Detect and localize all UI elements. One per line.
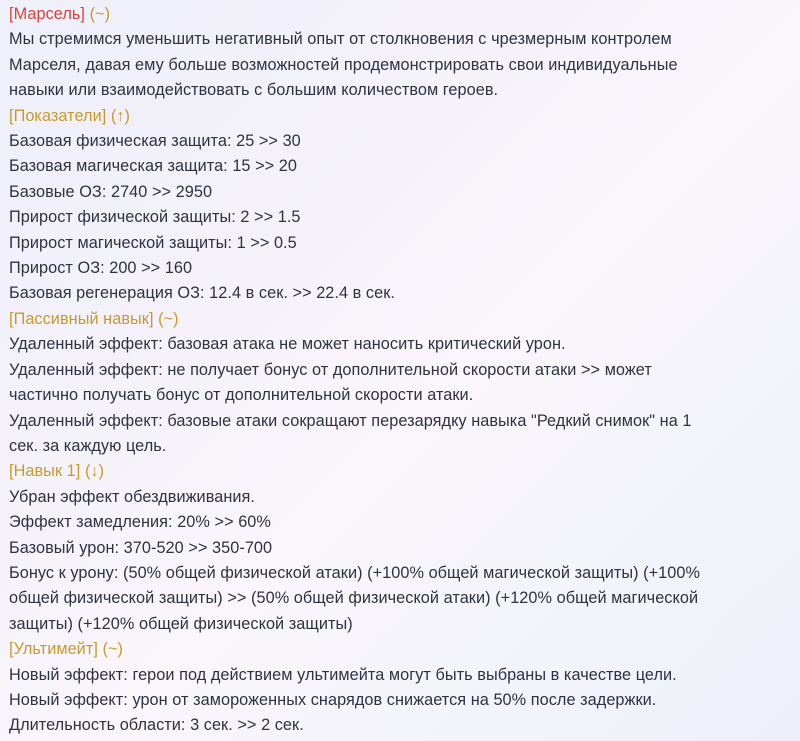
- stat-line: Базовая регенерация ОЗ: 12.4 в сек. >> 22.4 в сек.: [9, 284, 395, 303]
- passive-line: сек. за каждую цель.: [9, 436, 167, 455]
- passive-heading: [9, 307, 794, 332]
- skill1-line: Бонус к урону: (50% общей физической атаки) (+100% общей магической защиты) (+100%: [9, 563, 701, 582]
- change-marker: (↑): [110, 106, 131, 125]
- stat-line: Базовые ОЗ: 2740 >> 2950: [9, 182, 213, 201]
- ultimate-line: Длительность области: 3 сек. >> 2 сек.: [9, 716, 304, 735]
- skill1-heading: [9, 459, 794, 484]
- skill1-line: Убран эффект обездвиживания.: [9, 487, 255, 506]
- skill1-line: защиты) (+120% общей физической защиты): [9, 614, 353, 633]
- stat-line: Прирост физической защиты: 2 >> 1.5: [9, 208, 301, 227]
- passive-line: частично получать бонус от дополнительной скорости атаки.: [9, 386, 474, 405]
- hero-name: [Марсель]: [9, 5, 85, 23]
- stats-heading: [9, 104, 794, 129]
- section-title: [Навык 1]: [9, 462, 81, 481]
- change-marker: (~): [89, 5, 111, 23]
- ultimate-heading: [9, 637, 794, 662]
- stat-line: Базовая физическая защита: 25 >> 30: [9, 132, 301, 151]
- description-line: Мы стремимся уменьшить негативный опыт от столкновения с чрезмерным контролем: [9, 30, 672, 49]
- stat-line: Прирост магической защиты: 1 >> 0.5: [9, 233, 297, 252]
- hero-heading: [9, 2, 794, 27]
- passive-line: Удаленный эффект: не получает бонус от дополнительной скорости атаки >> может: [9, 360, 652, 379]
- section-title: [Пассивный навык]: [9, 309, 154, 328]
- change-marker: (~): [158, 309, 179, 328]
- ultimate-line: Новый эффект: герои под действием ультимейта могут быть выбраны в качестве цели.: [9, 665, 677, 684]
- passive-line: Удаленный эффект: базовые атаки сокращают перезарядку навыка "Редкий снимок" на 1: [9, 411, 692, 430]
- skill1-line: общей физической защиты) >> (50% общей физической атаки) (+120% общей магической: [9, 589, 699, 608]
- description-line: навыки или взаимодействовать с большим количеством героев.: [9, 81, 499, 100]
- stat-line: Базовая магическая защита: 15 >> 20: [9, 157, 298, 176]
- skill1-line: Эффект замедления: 20% >> 60%: [9, 513, 271, 532]
- ultimate-line: Новый эффект: урон от замороженных снарядов снижается на 50% после задержки.: [9, 690, 657, 709]
- skill1-line: Базовый урон: 370-520 >> 350-700: [9, 538, 273, 557]
- stat-line: Прирост ОЗ: 200 >> 160: [9, 259, 193, 278]
- section-title: [Показатели]: [9, 106, 107, 125]
- change-marker: (~): [102, 640, 124, 659]
- description-line: Марселя, давая ему больше возможностей продемонстрировать свои индивидуальные: [9, 55, 678, 74]
- section-title: [Ультимейт]: [9, 640, 98, 659]
- passive-line: Удаленный эффект: базовая атака не может наносить критический урон.: [9, 335, 566, 354]
- change-marker: (↓): [84, 462, 105, 481]
